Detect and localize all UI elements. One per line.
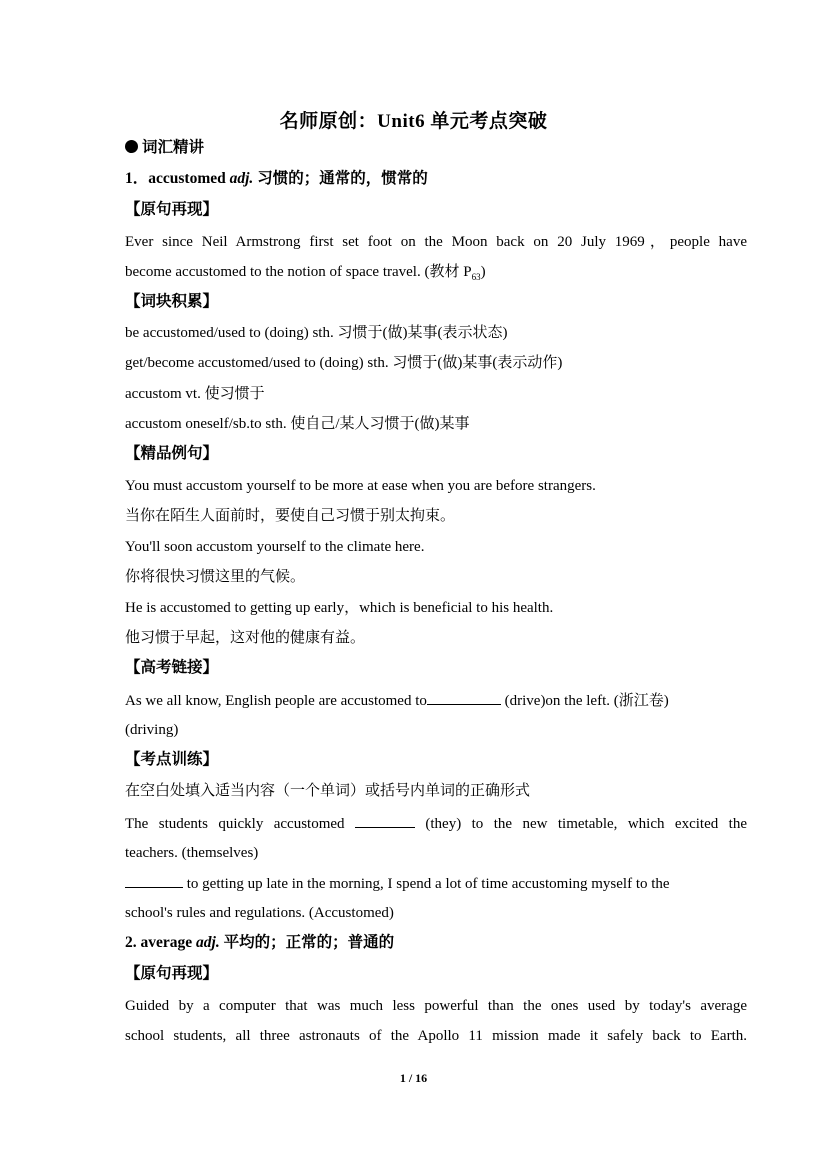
item-2-pos: adj. bbox=[196, 934, 220, 951]
original-sentence-line-2 bbox=[125, 262, 747, 287]
word-chunks-heading: 【词块积累】 bbox=[125, 293, 219, 310]
answer-blank[interactable] bbox=[355, 813, 415, 828]
exam-link-answer: (driving) bbox=[125, 722, 179, 738]
original-sentence-heading: 【原句再现】 bbox=[125, 201, 219, 218]
example-2-zh: 你将很快习惯这里的气候。 bbox=[125, 567, 306, 585]
practice-2-answer: school's rules and regulations. (Accustomed) bbox=[125, 905, 394, 921]
example-1-en: You must accustom yourself to be more at ease when you are before strangers. bbox=[125, 478, 596, 494]
chunk-4: accustom oneself/sb.to sth. 使自己/某人习惯于(做)某事 bbox=[125, 416, 470, 432]
exam-link-heading: 【高考链接】 bbox=[125, 659, 219, 676]
item-1-heading bbox=[125, 169, 747, 189]
answer-blank[interactable] bbox=[427, 690, 501, 705]
example-3-zh: 他习惯于早起，这对他的健康有益。 bbox=[125, 628, 366, 646]
textbook-page-number: 63 bbox=[471, 272, 481, 282]
answer-blank[interactable] bbox=[125, 873, 183, 888]
chunk-2: get/become accustomed/used to (doing) sth. 习惯于(做)某事(表示动作) bbox=[125, 355, 563, 371]
chunk-1: be accustomed/used to (doing) sth. 习惯于(做)某事(表示状态) bbox=[125, 325, 508, 341]
practice-1-text-a: The students quickly accustomed bbox=[125, 816, 355, 832]
item-1-number: 1．accustomed bbox=[125, 170, 230, 187]
exam-link-question bbox=[125, 690, 747, 711]
item-2-meaning: 平均的；正常的；普通的 bbox=[219, 934, 395, 951]
item-1-pos: adj. bbox=[229, 170, 254, 187]
item-1-meaning: 习惯的；通常的，惯常的 bbox=[253, 170, 428, 187]
page-title: 名师原创：Unit6 单元考点突破 bbox=[279, 111, 548, 132]
original-sentence-2-heading: 【原句再现】 bbox=[125, 965, 219, 982]
original-sentence-2-line-1: Guided by a computer that was much less powerful than the ones used by today's average bbox=[125, 998, 747, 1014]
practice-instruction: 在空白处填入适当内容（一个单词）或括号内单词的正确形式 bbox=[125, 781, 531, 799]
exam-link-text-a: As we all know, English people are accustomed to bbox=[125, 693, 427, 709]
original-sentence-close: ) bbox=[480, 264, 486, 280]
page-number: 1 / 16 bbox=[399, 1071, 428, 1085]
examples-heading: 【精品例句】 bbox=[125, 445, 219, 462]
section-label: 词汇精讲 bbox=[142, 139, 205, 156]
bullet-icon bbox=[125, 140, 138, 153]
example-2-en: You'll soon accustom yourself to the climate here. bbox=[125, 539, 425, 555]
practice-heading: 【考点训练】 bbox=[125, 751, 219, 768]
exam-link-text-b: (drive)on the left. (浙江卷) bbox=[500, 693, 669, 709]
original-sentence-line-1: Ever since Neil Armstrong first set foot on the Moon back on 20 July 1969，people have bbox=[125, 234, 747, 250]
section-heading bbox=[125, 138, 747, 158]
example-1-zh: 当你在陌生人面前时，要使自己习惯于别太拘束。 bbox=[125, 506, 456, 524]
example-3-en: He is accustomed to getting up early，which is beneficial to his health. bbox=[125, 600, 554, 616]
practice-2-text-b: to getting up late in the morning, I spend a lot of time accustoming myself to the bbox=[183, 876, 670, 892]
practice-1-line-1 bbox=[125, 813, 747, 834]
chunk-3: accustom vt. 使习惯于 bbox=[125, 386, 265, 402]
item-2-number: 2. average bbox=[125, 934, 197, 951]
item-2-heading bbox=[125, 933, 747, 953]
practice-1-answer: teachers. (themselves) bbox=[125, 845, 259, 861]
original-sentence-text: become accustomed to the notion of space travel. (教材 P bbox=[125, 264, 472, 280]
practice-2-line-1 bbox=[125, 873, 747, 894]
original-sentence-2-line-2: school students, all three astronauts of the Apollo 11 mission made it safely back to Earth. bbox=[125, 1028, 747, 1044]
practice-1-text-b: (they) to the new timetable, which excited the bbox=[414, 816, 747, 832]
